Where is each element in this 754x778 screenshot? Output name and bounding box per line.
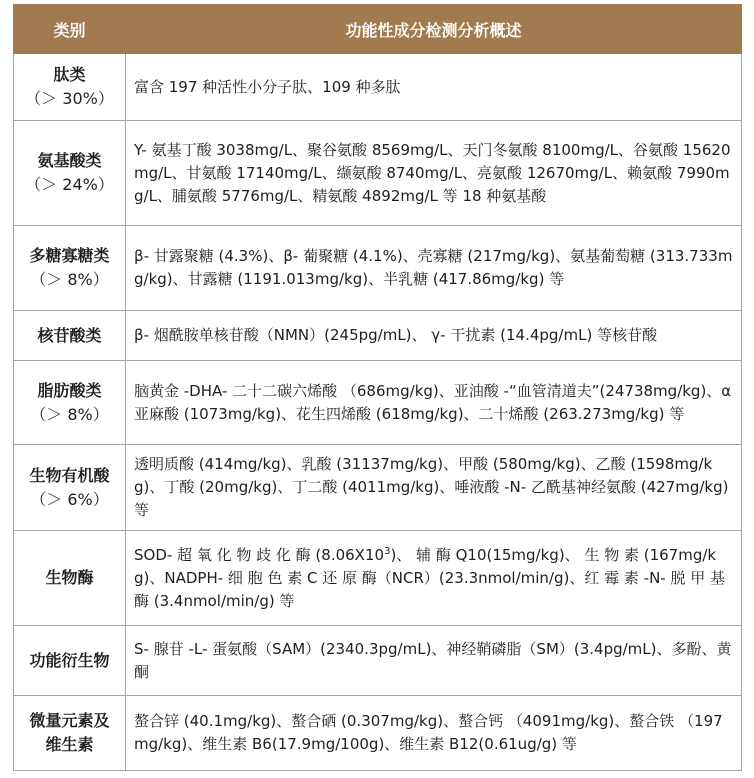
table-row	[14, 361, 742, 445]
description-text: )、 辅 酶 Q10(15mg/kg)、 生 物 素 (167mg/kg)、NADPH- 细 胞 色 素 C 还 原 酶（NCR）(23.3nmol/min/g)、红 霉 素 -N- 脱 甲 基酶 (3.4nmol/min/g) 等	[134, 545, 726, 610]
category-name: 氨基酸类	[37, 151, 102, 170]
category-percent: （＞ 8%）	[30, 404, 109, 424]
category-name: 功能衍生物	[29, 650, 110, 670]
category-name: 多糖寡糖类	[29, 246, 110, 265]
table-header-row	[14, 5, 742, 54]
category-cell	[14, 445, 126, 531]
table-row	[14, 696, 742, 771]
functional-components-table	[13, 4, 742, 771]
description-cell: 透明质酸 (414mg/kg)、乳酸 (31137mg/kg)、甲酸 (580mg/kg)、乙酸 (1598mg/kg)、丁酸 (20mg/kg)、丁二酸 (4011mg/kg)、唾液酸 -N- 乙酰基神经氨酸 (427mg/kg) 等	[126, 445, 742, 531]
category-cell	[14, 311, 126, 361]
exponent: 3	[384, 545, 391, 557]
category-name: 生物有机酸	[29, 465, 110, 485]
category-cell	[14, 121, 126, 226]
description-text: SOD- 超 氧 化 物 歧 化 酶 (8.06X10	[134, 545, 385, 564]
table-row	[14, 311, 742, 361]
category-name: 生物酶	[45, 568, 94, 587]
description-cell: S- 腺苷 -L- 蛋氨酸（SAM）(2340.3pg/mL)、神经鞘磷脂（SM）(3.4pg/mL)、多酚、黄酮	[126, 626, 742, 696]
category-percent: （＞ 24%）	[25, 175, 114, 194]
table-row	[14, 226, 742, 311]
description-cell: 富含 197 种活性小分子肽、109 种多肽	[126, 54, 742, 121]
category-cell	[14, 696, 126, 771]
category-name: 脂肪酸类	[37, 380, 102, 400]
category-percent: （＞ 30%）	[25, 89, 114, 108]
category-name: 微量元素及维生素	[29, 711, 110, 754]
header-category: 类别	[14, 5, 126, 54]
description-cell: 螯合锌 (40.1mg/kg)、螯合硒 (0.307mg/kg)、螯合钙 （4091mg/kg)、螯合铁 （197mg/kg)、维生素 B6(17.9mg/100g)、维生素 B12(0.61ug/g) 等	[126, 696, 742, 771]
table-row	[14, 531, 742, 626]
table-row	[14, 54, 742, 121]
category-cell	[14, 361, 126, 445]
header-description: 功能性成分检测分析概述	[126, 5, 742, 54]
description-cell: β- 烟酰胺单核苷酸（NMN）(245pg/mL)、 γ- 干扰素 (14.4pg/mL) 等核苷酸	[126, 311, 742, 361]
table-row	[14, 121, 742, 226]
category-percent: （＞ 8%）	[30, 270, 109, 289]
description-cell	[126, 531, 742, 626]
category-cell	[14, 531, 126, 626]
category-cell	[14, 54, 126, 121]
description-cell: β- 甘露聚糖 (4.3%)、β- 葡聚糖 (4.1%)、壳寡糖 (217mg/kg)、氨基葡萄糖 (313.733mg/kg)、甘露糖 (1191.013mg/kg)、半乳糖 (417.86mg/kg) 等	[126, 226, 742, 311]
description-cell: 脑黄金 -DHA- 二十二碳六烯酸 （686mg/kg)、亚油酸 -“血管清道夫”(24738mg/kg)、α 亚麻酸 (1073mg/kg)、花生四烯酸 (618mg/kg)、二十烯酸 (263.273mg/kg) 等	[126, 361, 742, 445]
category-name: 核苷酸类	[37, 325, 102, 345]
description-cell: Y- 氨基丁酸 3038mg/L、聚谷氨酸 8569mg/L、天门冬氨酸 8100mg/L、谷氨酸 15620mg/L、甘氨酸 17140mg/L、缬氨酸 8740mg/L、亮氨酸 12670mg/L、赖氨酸 7990mg/L、脯氨酸 5776mg/L、精氨酸 4892mg/L 等 18 种氨基酸	[126, 121, 742, 226]
category-cell	[14, 226, 126, 311]
table-row	[14, 626, 742, 696]
category-name: 肽类	[53, 65, 86, 84]
category-percent: （＞ 6%）	[30, 489, 109, 509]
category-cell	[14, 626, 126, 696]
table-row	[14, 445, 742, 531]
